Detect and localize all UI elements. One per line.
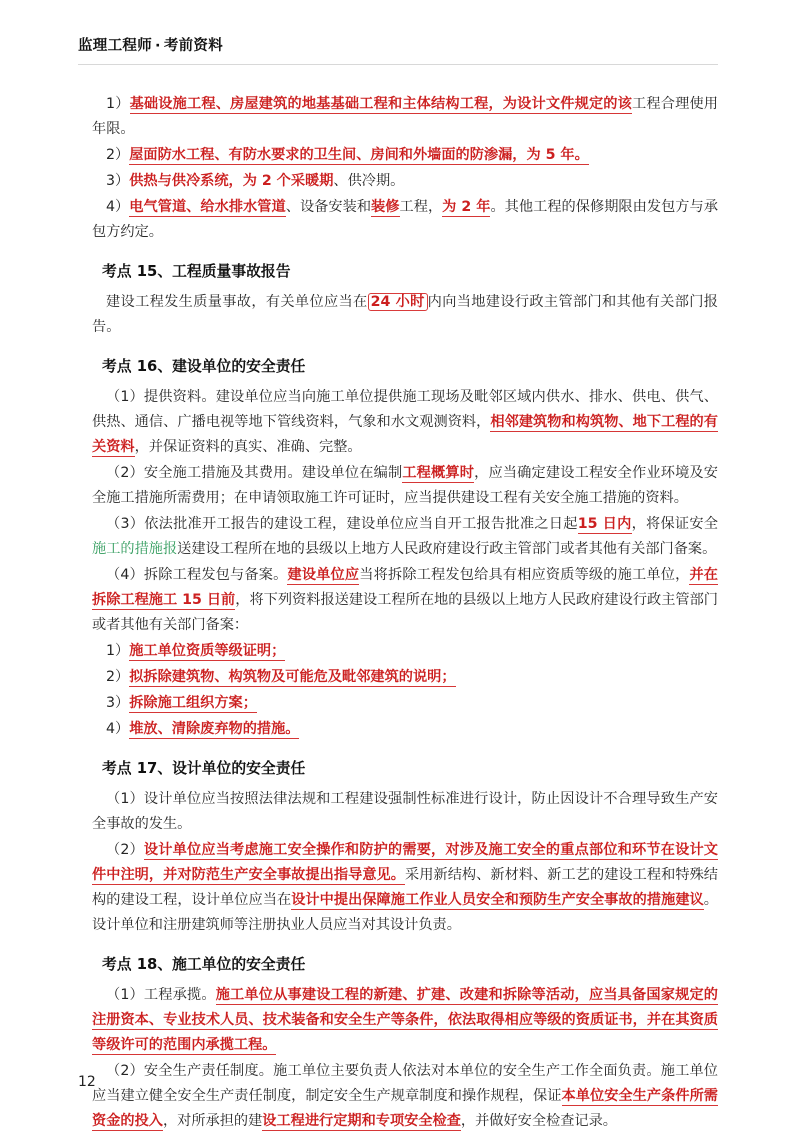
s16-paragraph-4 <box>92 563 718 638</box>
body-text: ，对所承担的建 <box>162 1113 263 1129</box>
warranty-item-1 <box>92 92 718 142</box>
page-number: 12 <box>78 1074 96 1090</box>
s17-paragraph-1: （1）设计单位应当按照法律法规和工程建设强制性标准进行设计，防止因设计不合理导致生产安全事故的发生。 <box>92 791 718 832</box>
warranty-item-3 <box>92 169 718 194</box>
highlighted-text: 建设单位应 <box>287 567 360 583</box>
s18-paragraph-2 <box>92 1059 718 1134</box>
item-number: 2） <box>106 147 130 163</box>
body-text: 。其他工程的保修期限由发包方与承包方约定。 <box>92 199 718 240</box>
section-heading-16: 考点 16、建设单位的安全责任 <box>102 358 306 375</box>
page-header <box>78 34 223 55</box>
item-number: 1） <box>106 643 130 659</box>
header-dot: · <box>155 38 161 54</box>
boxed-text: 24 小时 <box>368 293 428 311</box>
body-text: ，并保证资料的真实、准确、完整。 <box>134 439 362 455</box>
highlighted-text: 堆放、清除废弃物的措施。 <box>129 721 300 737</box>
s15-paragraph-1 <box>92 290 718 340</box>
body-text: （2）安全生产责任制度。施工单位主要负责人依法对本单位的安全生产工作全面负责。施工单位应当建立健全安全生产责任制度，制定安全生产规章制度和操作规程，保证 <box>92 1063 718 1104</box>
highlighted-text: 设计单位应当考虑施工安全操作和防护的需要，对涉及施工安全的重点部位和环节在设计文件中注明，并对防范生产安全事故提出指导意见。 <box>92 842 718 883</box>
highlighted-text: 并在拆除工程施工 15 日前 <box>92 567 718 608</box>
highlighted-text: 为 2 年 <box>442 199 491 215</box>
body-text: （2）安全施工措施及其费用。建设单位在编制 <box>106 465 403 481</box>
highlighted-text: 屋面防水工程、有防水要求的卫生间、房间和外墙面的防渗漏，为 5 年。 <box>129 147 589 163</box>
s16-list-item-3 <box>92 691 718 716</box>
body-text: 、供冷期。 <box>333 173 405 189</box>
highlighted-text: 15 日内 <box>577 516 632 532</box>
warranty-item-4 <box>92 195 718 245</box>
body-text: （1）提供资料。建设单位应当向施工单位提供施工现场及毗邻区域内供水、排水、供电、供气、供热、通信、广播电视等地下管线资料，气象和水文观测资料， <box>92 389 718 430</box>
body-text: 当将拆除工程发包给具有相应资质等级的施工单位， <box>359 567 690 583</box>
highlighted-text: 施工单位资质等级证明； <box>129 643 286 659</box>
header-subtitle: 考前资料 <box>163 38 224 54</box>
s16-list-item-2 <box>92 665 718 690</box>
highlighted-text: 设计中提出保障施工作业人员安全和预防生产安全事故的措施建议 <box>291 892 704 908</box>
highlighted-text: 装修 <box>371 199 400 215</box>
s16-paragraph-3 <box>92 512 718 562</box>
header-title: 监理工程师 <box>78 38 152 54</box>
body-text: 工程， <box>399 199 443 215</box>
s17-paragraph-2 <box>92 838 718 938</box>
header-divider <box>78 64 718 65</box>
s16-list-item-4 <box>92 717 718 742</box>
body-text: 工程合理使用年限。 <box>92 96 718 137</box>
highlighted-text: 供热与供冷系统，为 2 个采暖期 <box>129 173 334 189</box>
body-text: ，应当确定建设工程安全作业环境及安全施工措施所需费用；在申请领取施工许可证时，应当提供建设工程有关安全施工措施的资料。 <box>92 465 718 506</box>
item-number: 1） <box>106 96 130 112</box>
item-number: 4） <box>106 721 130 737</box>
section-heading-18: 考点 18、施工单位的安全责任 <box>102 956 306 973</box>
section-heading-15: 考点 15、工程质量事故报告 <box>102 263 291 280</box>
body-text: ，将下列资料报送建设工程所在地的县级以上地方人民政府建设行政主管部门或者其他有关部门备案： <box>92 592 718 633</box>
item-number: 3） <box>106 173 130 189</box>
s16-paragraph-2 <box>92 461 718 511</box>
body-text: ，并做好安全检查记录。 <box>460 1113 617 1129</box>
s18-paragraph-1 <box>92 983 718 1058</box>
highlighted-text: 电气管道、给水排水管道 <box>129 199 286 215</box>
highlighted-text: 拟拆除建筑物、构筑物及可能危及毗邻建筑的说明； <box>129 669 456 685</box>
body-text: 送建设工程所在地的县级以上地方人民政府建设行政主管部门或者其他有关部门备案。 <box>177 541 717 557</box>
highlighted-text: 相邻建筑物和构筑物、地下工程的有关资料 <box>92 414 718 455</box>
highlighted-text: 设工程进行定期和专项安全检查 <box>262 1113 461 1129</box>
green-text: 施工的措施报 <box>92 541 178 557</box>
section-heading-17: 考点 17、设计单位的安全责任 <box>102 760 306 777</box>
warranty-item-2 <box>92 143 718 168</box>
highlighted-text: 施工单位从事建设工程的新建、扩建、改建和拆除等活动，应当具备国家规定的注册资本、专业技术人员、技术装备和安全生产等条件，依法取得相应等级的资质证书，并在其资质等级许可的范围内承揽工程。 <box>92 987 718 1053</box>
body-text: 内向当地建设行政主管部门和其他有关部门报告。 <box>92 294 718 335</box>
item-number: （2） <box>106 842 144 858</box>
item-number: 3） <box>106 695 130 711</box>
page-content <box>92 92 718 1135</box>
body-text: （4）拆除工程发包与备案。 <box>106 567 288 583</box>
highlighted-text: 拆除施工组织方案； <box>129 695 257 711</box>
body-text: 建设工程发生质量事故，有关单位应当在 <box>106 294 368 310</box>
body-text: ，将保证安全 <box>631 516 719 532</box>
highlighted-text: 基础设施工程、房屋建筑的地基基础工程和主体结构工程，为设计文件规定的该 <box>129 96 633 112</box>
body-text: 。设计单位和注册建筑师等注册执业人员应当对其设计负责。 <box>92 892 718 933</box>
item-number: 2） <box>106 669 130 685</box>
body-text: （1）工程承揽。 <box>106 987 216 1003</box>
s16-list-item-1 <box>92 639 718 664</box>
item-number: 4） <box>106 199 130 215</box>
s16-paragraph-1 <box>92 385 718 460</box>
body-text: （3）依法批准开工报告的建设工程，建设单位应当自开工报告批准之日起 <box>106 516 578 532</box>
body-text: 采用新结构、新材料、新工艺的建设工程和特殊结构的建设工程，设计单位应当在 <box>92 867 718 908</box>
body-text: 、设备安装和 <box>285 199 372 215</box>
highlighted-text: 本单位安全生产条件所需资金的投入 <box>92 1088 718 1129</box>
highlighted-text: 工程概算时 <box>402 465 475 481</box>
